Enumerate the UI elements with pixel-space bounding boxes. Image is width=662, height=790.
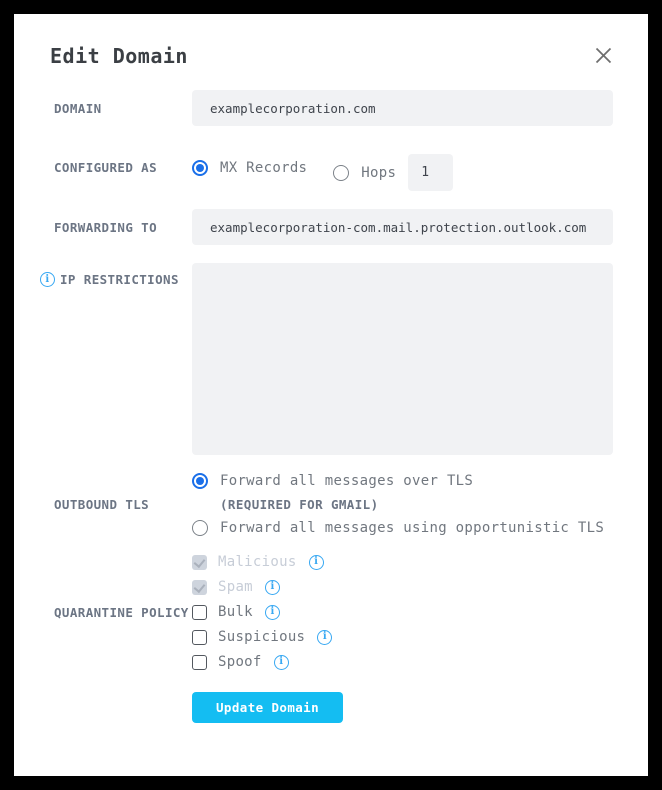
spoof-info-icon[interactable]: i (274, 655, 289, 670)
quarantine-policy-row (40, 554, 613, 670)
bulk-label: Bulk (218, 604, 253, 620)
ip-restrictions-row (40, 263, 613, 455)
hops-label: Hops (361, 164, 397, 181)
spoof-label: Spoof (218, 654, 262, 670)
tls-required-note: (REQUIRED FOR GMAIL) (220, 497, 379, 512)
suspicious-checkbox[interactable] (192, 630, 207, 645)
tls-opportunistic-radio[interactable] (192, 520, 208, 536)
submit-row (40, 692, 613, 723)
tls-required-label: Forward all messages over TLS (220, 473, 474, 489)
tls-opportunistic-label: Forward all messages using opportunistic TLS (220, 520, 605, 536)
forwarding-to-input[interactable] (192, 209, 613, 245)
mx-records-label: MX Records (220, 159, 308, 176)
mx-records-radio[interactable] (192, 160, 208, 176)
tls-required-option[interactable] (192, 473, 613, 489)
spam-info-icon[interactable]: i (265, 580, 280, 595)
configured-as-label: CONFIGURED AS (54, 160, 158, 175)
domain-row (40, 90, 613, 126)
close-button[interactable] (592, 44, 615, 67)
quarantine-option-malicious (192, 554, 613, 570)
edit-domain-form (14, 68, 648, 723)
update-domain-button[interactable]: Update Domain (192, 692, 343, 723)
forwarding-to-label: FORWARDING TO (54, 219, 158, 235)
modal-title: Edit Domain (50, 44, 188, 68)
ip-restrictions-textarea[interactable] (192, 263, 613, 455)
hops-option[interactable] (333, 154, 453, 191)
forwarding-to-row (40, 209, 613, 245)
malicious-label: Malicious (218, 554, 297, 570)
outbound-tls-label: OUTBOUND TLS (54, 497, 150, 512)
quarantine-option-spam (192, 579, 613, 595)
spam-label: Spam (218, 579, 253, 595)
malicious-info-icon[interactable]: i (309, 555, 324, 570)
spam-checkbox (192, 580, 207, 595)
ip-restrictions-info-icon[interactable]: i (40, 272, 55, 287)
suspicious-info-icon[interactable]: i (317, 630, 332, 645)
outbound-tls-row (40, 473, 613, 536)
quarantine-option-suspicious[interactable] (192, 629, 613, 645)
quarantine-policy-label: QUARANTINE POLICY (54, 604, 189, 620)
quarantine-option-bulk[interactable] (192, 604, 613, 620)
ip-restrictions-label-group (40, 263, 192, 287)
suspicious-label: Suspicious (218, 629, 306, 645)
domain-label: DOMAIN (54, 100, 102, 116)
tls-opportunistic-option[interactable] (192, 520, 613, 536)
hops-input[interactable] (408, 154, 453, 191)
malicious-checkbox (192, 555, 207, 570)
hops-radio[interactable] (333, 165, 349, 181)
domain-input[interactable] (192, 90, 613, 126)
ip-restrictions-label: IP RESTRICTIONS (60, 272, 179, 287)
bulk-checkbox[interactable] (192, 605, 207, 620)
close-icon (594, 46, 613, 65)
quarantine-option-spoof[interactable] (192, 654, 613, 670)
modal-header (14, 14, 648, 68)
edit-domain-modal (14, 14, 648, 776)
bulk-info-icon[interactable]: i (265, 605, 280, 620)
spoof-checkbox[interactable] (192, 655, 207, 670)
configured-as-row (40, 144, 613, 191)
tls-required-radio[interactable] (192, 473, 208, 489)
mx-records-option[interactable] (192, 160, 307, 176)
